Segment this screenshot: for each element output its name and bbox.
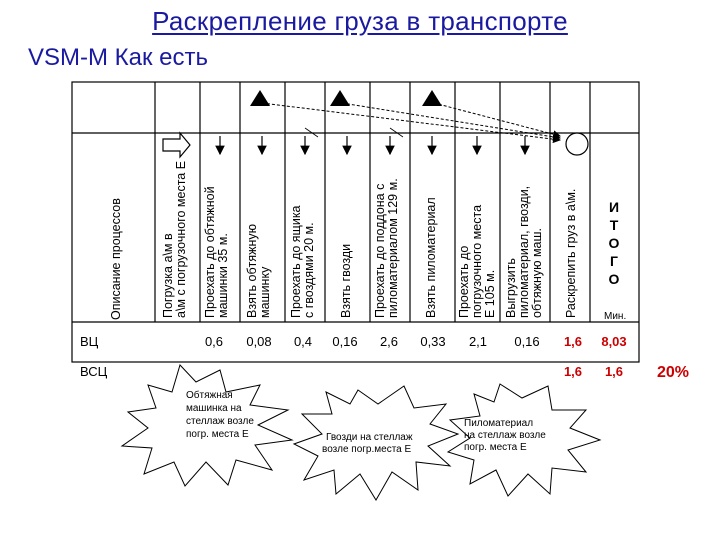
column-header: Е 105 м. [483,269,497,318]
callout-text: Обтяжная [186,390,233,401]
column-header: Взять гвозди [339,243,353,318]
vsc-row [80,364,689,381]
callout-burst [294,386,458,500]
callout-text: на стеллаж возле [464,430,546,441]
column-header: а\м с погрузочного места Е [174,160,188,318]
unit-label: Мин. [604,311,627,322]
transport-arrow-icon [163,133,190,157]
column-header: Выгрузить [504,258,518,318]
callout-text: возле погр.места Е [322,444,412,455]
itogo-label [604,199,626,322]
callout-text: машинка на [186,403,242,414]
vsc-value: 1,6 [563,364,583,379]
vc-total: 8,03 [601,334,627,349]
column-header: с гвоздями 20 м. [302,222,316,318]
vc-row [80,334,627,349]
vc-value: 0,16 [514,334,540,349]
callout-text: погр. места Е [186,429,249,440]
column-header: погрузочного места [470,204,484,318]
efficiency-percent: 20% [656,364,690,381]
column-header: пиломатериалом 129 м. [386,178,400,318]
column-header: Описание процессов [109,198,123,320]
vc-value: 0,08 [246,334,272,349]
column-header: Погрузка а\м в [161,233,175,318]
inventory-triangle-icon [422,90,442,106]
column-header: Проехать до ящика [289,205,303,318]
row-label-vsc: ВСЦ [80,364,108,379]
operation-circle-icon [566,133,588,155]
page-title: Раскрепление груза в транспорте [152,6,568,36]
itogo-letter: О [608,271,620,287]
column-header: Раскрепить груз в а\м. [564,188,578,318]
itogo-letter: Т [609,217,619,233]
callout-text: Пиломатериал [464,418,534,429]
process-table [72,82,639,362]
itogo-letter: И [608,199,620,215]
itogo-letter: О [608,235,620,251]
itogo-letter: Г [610,253,618,269]
column-header: машинки 35 м. [216,233,230,318]
vc-value: 0,6 [204,334,224,349]
vc-value: 0,16 [332,334,358,349]
vc-value: 2,6 [379,334,399,349]
column-header: пиломатериал, гвозди, [517,185,531,318]
column-header: Проехать до обтяжной [203,186,217,318]
callout-text: Гвозди на стеллаж [326,432,413,443]
callout-text: погр. места Е [464,442,527,453]
vc-value: 1,6 [563,334,583,349]
column-headers [109,161,578,320]
column-header: Взять обтяжную [245,223,259,318]
vc-value: 0,33 [420,334,446,349]
column-header: Проехать до [457,245,471,318]
vc-value: 2,1 [468,334,488,349]
callout-burst [122,365,292,486]
vsc-total: 1,6 [604,364,624,379]
column-header: машинку [258,266,272,318]
row-label-vc: ВЦ [80,334,99,349]
vc-value: 0,4 [293,334,313,349]
column-header: Проехать до поддона с [373,183,387,318]
column-header: обтяжную маш. [530,227,544,318]
callout-text: стеллаж возле [186,416,254,427]
process-symbols [163,128,588,157]
page-subtitle: VSM-M Как есть [28,44,208,71]
callout-burst [448,384,600,496]
column-header: Взять пиломатериал [424,197,438,318]
